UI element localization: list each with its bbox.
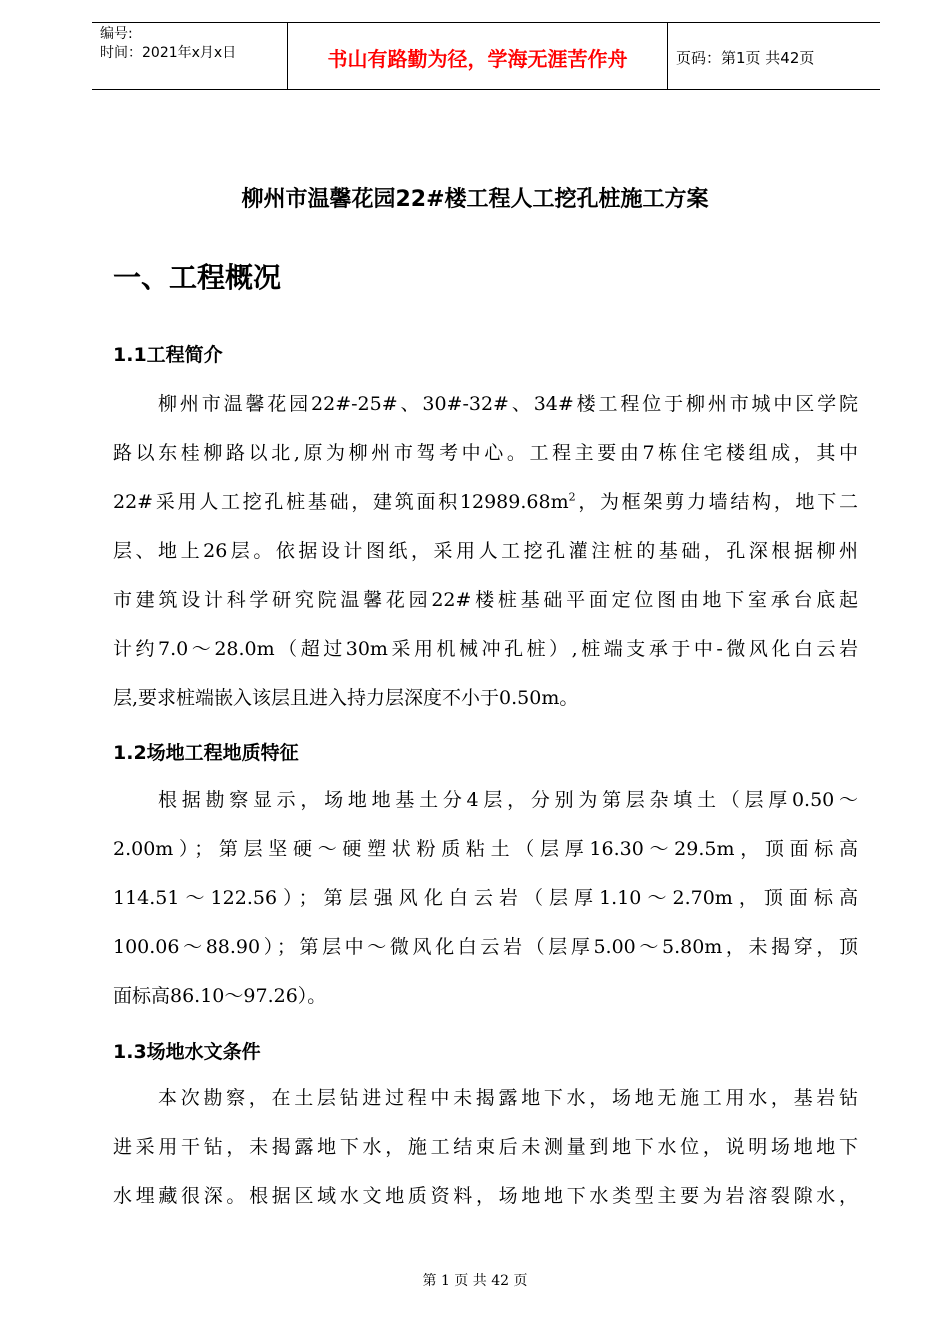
text-line: 计约7.0～28.0m（超过30m采用机械冲孔桩）,桩端支承于中-微风化白云岩: [113, 638, 858, 660]
header-motto: 书山有路勤为径，学海无涯苦作舟: [327, 47, 628, 71]
section-heading: 一、工程概况: [113, 261, 282, 294]
paragraph-project-intro: [113, 380, 858, 723]
text-segment: ，为框架剪力墙结构，地下二: [575, 491, 858, 513]
subsection-heading: 1.2场地工程地质特征: [113, 742, 299, 764]
header-divider: [667, 23, 668, 89]
text-line: 进采用干钻，未揭露地下水，施工结束后未测量到地下水位，说明场地地下: [113, 1136, 858, 1158]
page-footer: 第 1 页 共 42 页: [422, 1273, 528, 1289]
text-line: 本次勘察，在土层钻进过程中未揭露地下水，场地无施工用水，基岩钻: [158, 1087, 858, 1109]
header-meta: [100, 25, 236, 63]
text-line: 100.06～88.90）；第层中～微风化白云岩（层厚5.00～5.80m，未揭穿，顶: [113, 936, 858, 958]
subsection-heading: 1.1工程简介: [113, 344, 223, 366]
page-header: [92, 22, 880, 90]
paragraph-geology: [113, 776, 858, 1021]
text-line: 路以东桂柳路以北,原为柳州市驾考中心。工程主要由7栋住宅楼组成，其中: [113, 442, 858, 464]
time-label: 时间：2021年x月x日: [100, 45, 237, 61]
serial-label: 编号:: [100, 26, 133, 42]
document-title: 柳州市温馨花园22#楼工程人工挖孔桩施工方案: [241, 187, 709, 212]
text-segment: 22#采用人工挖孔桩基础，建筑面积12989.68m: [113, 491, 569, 513]
subsection-heading: 1.3场地水文条件: [113, 1041, 261, 1063]
paragraph-hydrology: [113, 1074, 858, 1221]
text-line: 114.51～122.56）；第层强风化白云岩（层厚1.10～2.70m，顶面标高: [113, 887, 858, 909]
text-line: 水埋藏很深。根据区域水文地质资料，场地地下水类型主要为岩溶裂隙水，: [113, 1185, 858, 1207]
text-line: 2.00m）；第层坚硬～硬塑状粉质粘土（层厚16.30～29.5m，顶面标高: [113, 838, 858, 860]
text-line: 层,要求桩端嵌入该层且进入持力层深度不小于0.50m。: [113, 687, 579, 709]
header-page-info: 页码：第1页 共42页: [676, 49, 815, 67]
text-line: 层、地上26层。依据设计图纸，采用人工挖孔灌注桩的基础，孔深根据柳州: [113, 540, 858, 562]
text-line: 市建筑设计科学研究院温馨花园22#楼桩基础平面定位图由地下室承台底起: [113, 589, 858, 611]
text-line: 柳州市温馨花园22#-25#、30#-32#、34#楼工程位于柳州市城中区学院: [158, 393, 858, 415]
superscript: 2: [568, 490, 576, 504]
text-line: 面标高86.10～97.26）。: [113, 985, 327, 1007]
text-line: 根据勘察显示，场地地基土分4层，分别为第层杂填土（层厚0.50～: [158, 789, 858, 811]
text-line: [113, 478, 858, 527]
